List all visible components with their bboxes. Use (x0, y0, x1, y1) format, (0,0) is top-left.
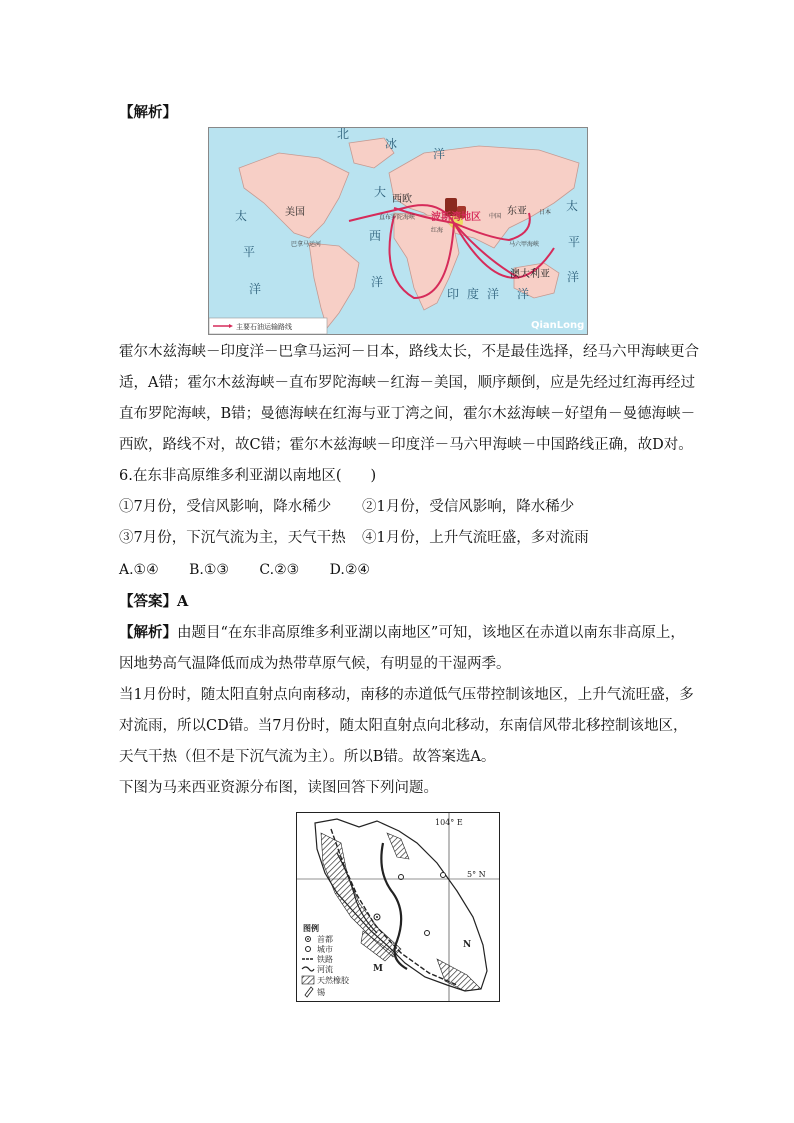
answer-options (119, 562, 396, 578)
legend-tin: 锡 (317, 988, 325, 997)
ocean-label: 洋 (433, 147, 446, 161)
ocean-label: 洋 (371, 275, 384, 289)
region-label-persian-gulf: 波斯湾地区 (431, 212, 481, 223)
point-label-m: M (373, 964, 383, 974)
strait-label-malacca: 马六甲海峡 (509, 241, 540, 248)
oil-route-map-svg (209, 128, 587, 334)
ocean-label: 平 (243, 245, 256, 259)
ocean-label: 北 (337, 128, 350, 141)
analysis-line: 当1月份时，随太阳直射点向南移动，南移的赤道低气压带控制该地区，上升气流旺盛，多 (119, 687, 694, 703)
map2-legend (302, 923, 350, 997)
analysis-line: 对流雨，所以CD错。当7月份时，随太阳直射点向北移动，东南信风带北移控制该地区， (119, 718, 688, 734)
legend-railway: 铁路 (317, 955, 333, 964)
option-c: C.②③ (259, 562, 300, 578)
longitude-label: 104° E (435, 818, 463, 827)
ocean-label: 冰 (385, 137, 398, 151)
analysis-heading: 【解析】 (119, 104, 177, 121)
answer-line (119, 592, 188, 612)
ocean-label: 太 (566, 199, 579, 213)
malaysia-resource-map (296, 812, 500, 1002)
analysis-line: 适，A错；霍尔木兹海峡－直布罗陀海峡－红海－美国，顺序颠倒，应是先经过红海再经过 (119, 375, 695, 391)
country-label-japan: 日本 (539, 209, 552, 216)
statement-2: ②1月份，受信风影响，降水稀少 (362, 499, 575, 515)
legend-title: 图例 (303, 924, 319, 933)
ocean-label: 大 (374, 185, 387, 199)
analysis2-first-line (119, 623, 685, 643)
tin-icon (305, 987, 313, 997)
ocean-label: 洋 (517, 287, 530, 301)
strait-label-gibraltar: 直布罗陀海峡 (379, 214, 416, 221)
answer-label: 【答案】 (119, 593, 177, 610)
analysis2-text: 由题目“在东非高原维多利亚湖以南地区”可知，该地区在赤道以南东非高原上， (177, 625, 685, 641)
ocean-label: 西 (369, 229, 382, 243)
statement-3: ③7月份，下沉气流为主，天气干热 (119, 530, 346, 546)
legend-rubber: 天然橡胶 (317, 976, 349, 985)
country-label-china: 中国 (489, 213, 502, 220)
answer-value: A (177, 593, 189, 610)
legend-river: 河流 (317, 965, 333, 974)
oil-route-map (208, 127, 588, 335)
option-b: B.①③ (189, 562, 229, 578)
region-label-east-asia: 东亚 (507, 206, 527, 217)
analysis2-label: 【解析】 (119, 624, 177, 641)
region-label-western-europe: 西欧 (392, 194, 412, 205)
legend-city: 城市 (317, 945, 333, 954)
analysis-line: 西欧，路线不对，故C错；霍尔木兹海峡－印度洋－马六甲海峡－中国路线正确，故D对。 (119, 437, 693, 453)
option-d: D.②④ (329, 562, 370, 578)
analysis-line: 霍尔木兹海峡－印度洋－巴拿马运河－日本，路线太长，不是最佳选择，经马六甲海峡更合 (119, 344, 699, 360)
region-label-australia: 澳大利亚 (510, 269, 550, 280)
watermark: QianLong (531, 320, 585, 331)
region-label-usa: 美国 (285, 207, 305, 218)
ocean-label: 洋 (249, 282, 262, 296)
ocean-label: 度 (467, 287, 480, 301)
malaysia-map-svg (297, 813, 499, 1001)
analysis-line: 因地势高气温降低而成为热带草原气候，有明显的干湿两季。 (119, 656, 511, 672)
ocean-label: 太 (235, 209, 248, 223)
map-legend-label: 主要石油运输路线 (236, 323, 292, 331)
analysis-line: 天气干热（但不是下沉气流为主）。所以B错。故答案选A。 (119, 749, 496, 765)
ocean-label: 印 (447, 287, 460, 301)
analysis-line: 直布罗陀海峡，B错；曼德海峡在红海与亚丁湾之间，霍尔木兹海峡－好望角－曼德海峡－ (119, 406, 696, 422)
statement-1: ①7月份，受信风影响，降水稀少 (119, 499, 332, 515)
legend-capital: 首都 (317, 935, 333, 944)
sea-label-red-sea: 红海 (431, 227, 444, 234)
point-label-n: N (463, 940, 472, 950)
latitude-label: 5° N (467, 870, 486, 879)
ocean-label: 洋 (487, 287, 500, 301)
canal-label-panama: 巴拿马运河 (291, 241, 322, 248)
option-a: A.①④ (119, 562, 159, 578)
figure-intro: 下图为马来西亚资源分布图，读图回答下列问题。 (119, 780, 438, 796)
ocean-label: 平 (568, 235, 581, 249)
question-stem: 6.在东非高原维多利亚湖以南地区( ) (119, 468, 377, 484)
ocean-label: 洋 (567, 270, 580, 284)
statement-4: ④1月份，上升气流旺盛，多对流雨 (362, 530, 589, 546)
